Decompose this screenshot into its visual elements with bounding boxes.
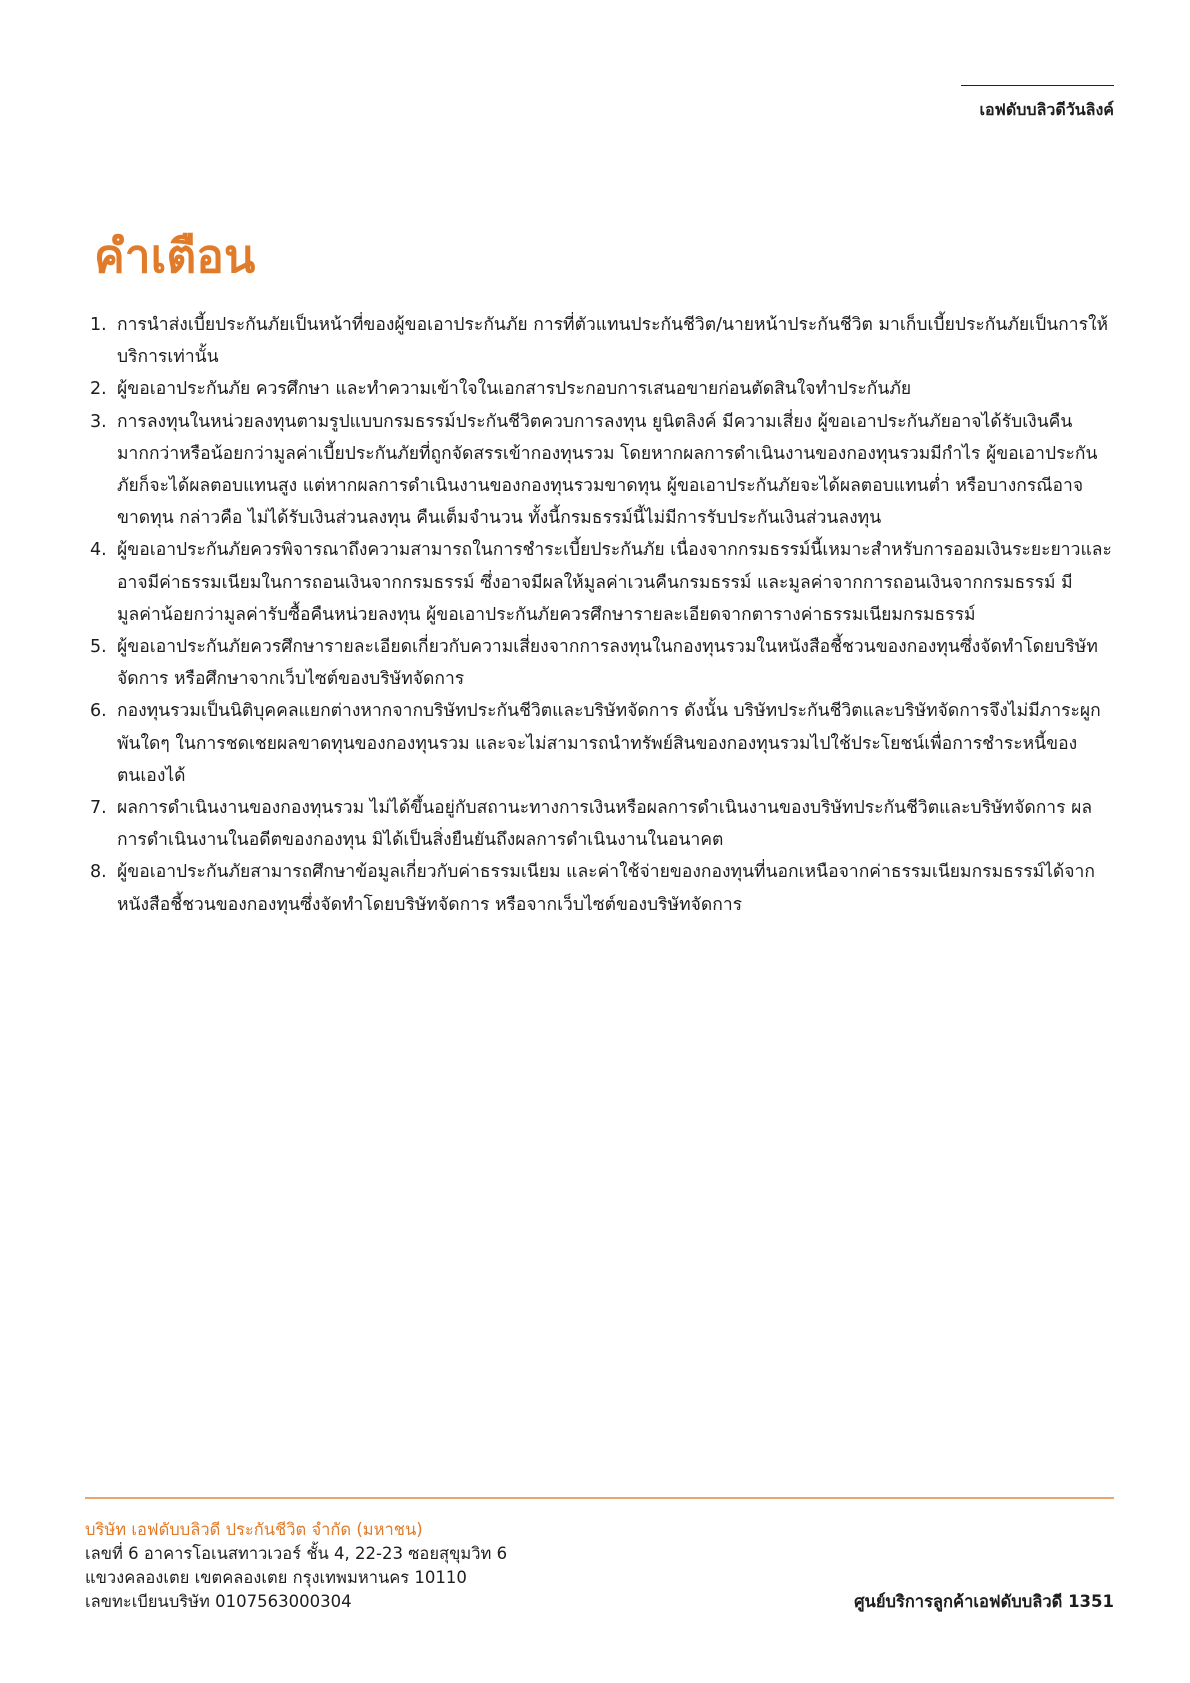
- brand-name: เอฟดับบลิวดีวันลิงค์: [979, 100, 1114, 119]
- list-item-text: ผู้ขอเอาประกันภัยสามารถศึกษาข้อมูลเกี่ยวกับค่าธรรมเนียม และค่าใช้จ่ายของกองทุนที่นอกเหนือจากค่าธรรมเนียมกรมธรรม์ได้จากหนังสือชี้ชวนของกองทุนซึ่งจัดทำโดยบริษัทจัดการ หรือจากเว็บไซต์ของบริษัทจัดการ: [117, 862, 1095, 915]
- list-item-number: 5.: [90, 637, 107, 658]
- list-item: [90, 631, 1114, 695]
- company-name: บริษัท เอฟดับบลิวดี ประกันชีวิต จำกัด (มหาชน): [85, 1520, 423, 1539]
- footer-divider: [85, 1497, 1114, 1499]
- list-item-text: ผู้ขอเอาประกันภัยควรศึกษารายละเอียดเกี่ยวกับความเสี่ยงจากการลงทุนในกองทุนรวมในหนังสือชี้ชวนของกองทุนซึ่งจัดทำโดยบริษัทจัดการ หรือศึกษาจากเว็บไซต์ของบริษัทจัดการ: [117, 637, 1098, 690]
- list-item-number: 4.: [90, 540, 107, 561]
- list-item: [90, 406, 1114, 535]
- list-item-number: 1.: [90, 315, 107, 335]
- list-item-text: ผู้ขอเอาประกันภัย ควรศึกษา และทำความเข้าใจในเอกสารประกอบการเสนอขายก่อนตัดสินใจทำประกันภัย: [117, 379, 912, 400]
- list-item-number: 2.: [90, 379, 107, 400]
- registration-number: เลขทะเบียนบริษัท 0107563000304: [85, 1592, 352, 1611]
- list-item-number: 8.: [90, 862, 107, 883]
- footer-address-block: [85, 1518, 507, 1614]
- list-item: [90, 856, 1114, 920]
- list-item-number: 3.: [90, 411, 107, 432]
- list-item: [90, 309, 1114, 373]
- customer-service-hotline: ศูนย์บริการลูกค้าเอฟดับบลิวดี 1351: [854, 1592, 1114, 1611]
- list-item-number: 6.: [90, 701, 107, 722]
- header-divider: [961, 85, 1114, 86]
- page-title: คำเตือน: [94, 229, 256, 283]
- warning-list: [90, 309, 1114, 921]
- list-item-number: 7.: [90, 798, 107, 819]
- list-item-text: การลงทุนในหน่วยลงทุนตามรูปแบบกรมธรรม์ประกันชีวิตควบการลงทุน ยูนิตลิงค์ มีความเสี่ยง ผู้ขอเอาประกันภัยอาจได้รับเงินคืนมากกว่าหรือน้อยกว่ามูลค่าเบี้ยประกันภัยที่ถูกจัดสรรเข้ากองทุนรวม โดยหากผลการดำเนินงานของกองทุนรวมมีกำไร ผู้ขอเอาประกันภัยก็จะได้ผลตอบแทนสูง แต่หากผลการดำเนินงานของกองทุนรวมขาดทุน ผู้ขอเอาประกันภัยจะได้ผลตอบแทนต่ำ หรือบางกรณีอาจขาดทุน กล่าวคือ ไม่ได้รับเงินส่วนลงทุน คืนเต็มจำนวน ทั้งนี้กรมธรรม์นี้ไม่มีการรับประกันเงินส่วนลงทุน: [117, 411, 1098, 529]
- list-item-text: การนำส่งเบี้ยประกันภัยเป็นหน้าที่ของผู้ขอเอาประกันภัย การที่ตัวแทนประกันชีวิต/นายหน้าประกันชีวิต มาเก็บเบี้ยประกันภัยเป็นการให้บริการเท่านั้น: [117, 315, 1109, 368]
- list-item: [90, 792, 1114, 856]
- list-item: [90, 534, 1114, 631]
- list-item: [90, 695, 1114, 792]
- list-item-text: ผู้ขอเอาประกันภัยควรพิจารณาถึงความสามารถในการชำระเบี้ยประกันภัย เนื่องจากกรมธรรม์นี้เหมาะสำหรับการออมเงินระยะยาวและอาจมีค่าธรรมเนียมในการถอนเงินจากกรมธรรม์ ซึ่งอาจมีผลให้มูลค่าเวนคืนกรมธรรม์ และมูลค่าจากการถอนเงินจากกรมธรรม์ มีมูลค่าน้อยกว่ามูลค่ารับซื้อคืนหน่วยลงทุน ผู้ขอเอาประกันภัยควรศึกษารายละเอียดจากตารางค่าธรรมเนียมกรมธรรม์: [117, 540, 1112, 625]
- address-line: เลขที่ 6 อาคารโอเนสทาวเวอร์ ชั้น 4, 22-23 ซอยสุขุมวิท 6: [85, 1544, 508, 1563]
- list-item-text: ผลการดำเนินงานของกองทุนรวม ไม่ได้ขึ้นอยู่กับสถานะทางการเงินหรือผลการดำเนินงานของบริษัทประกันชีวิตและบริษัทจัดการ ผลการดำเนินงานในอดีตของกองทุน มิได้เป็นสิ่งยืนยันถึงผลการดำเนินงานในอนาคต: [117, 798, 1093, 851]
- list-item-text: กองทุนรวมเป็นนิติบุคคลแยกต่างหากจากบริษัทประกันชีวิตและบริษัทจัดการ ดังนั้น บริษัทประกันชีวิตและบริษัทจัดการจึงไม่มีภาระผูกพันใดๆ ในการชดเชยผลขาดทุนของกองทุนรวม และจะไม่สามารถนำทรัพย์สินของกองทุนรวมไปใช้ประโยชน์เพื่อการชำระหนี้ของตนเองได้: [117, 701, 1101, 786]
- address-line: แขวงคลองเตย เขตคลองเตย กรุงเทพมหานคร 10110: [85, 1568, 467, 1587]
- list-item: [90, 373, 1114, 405]
